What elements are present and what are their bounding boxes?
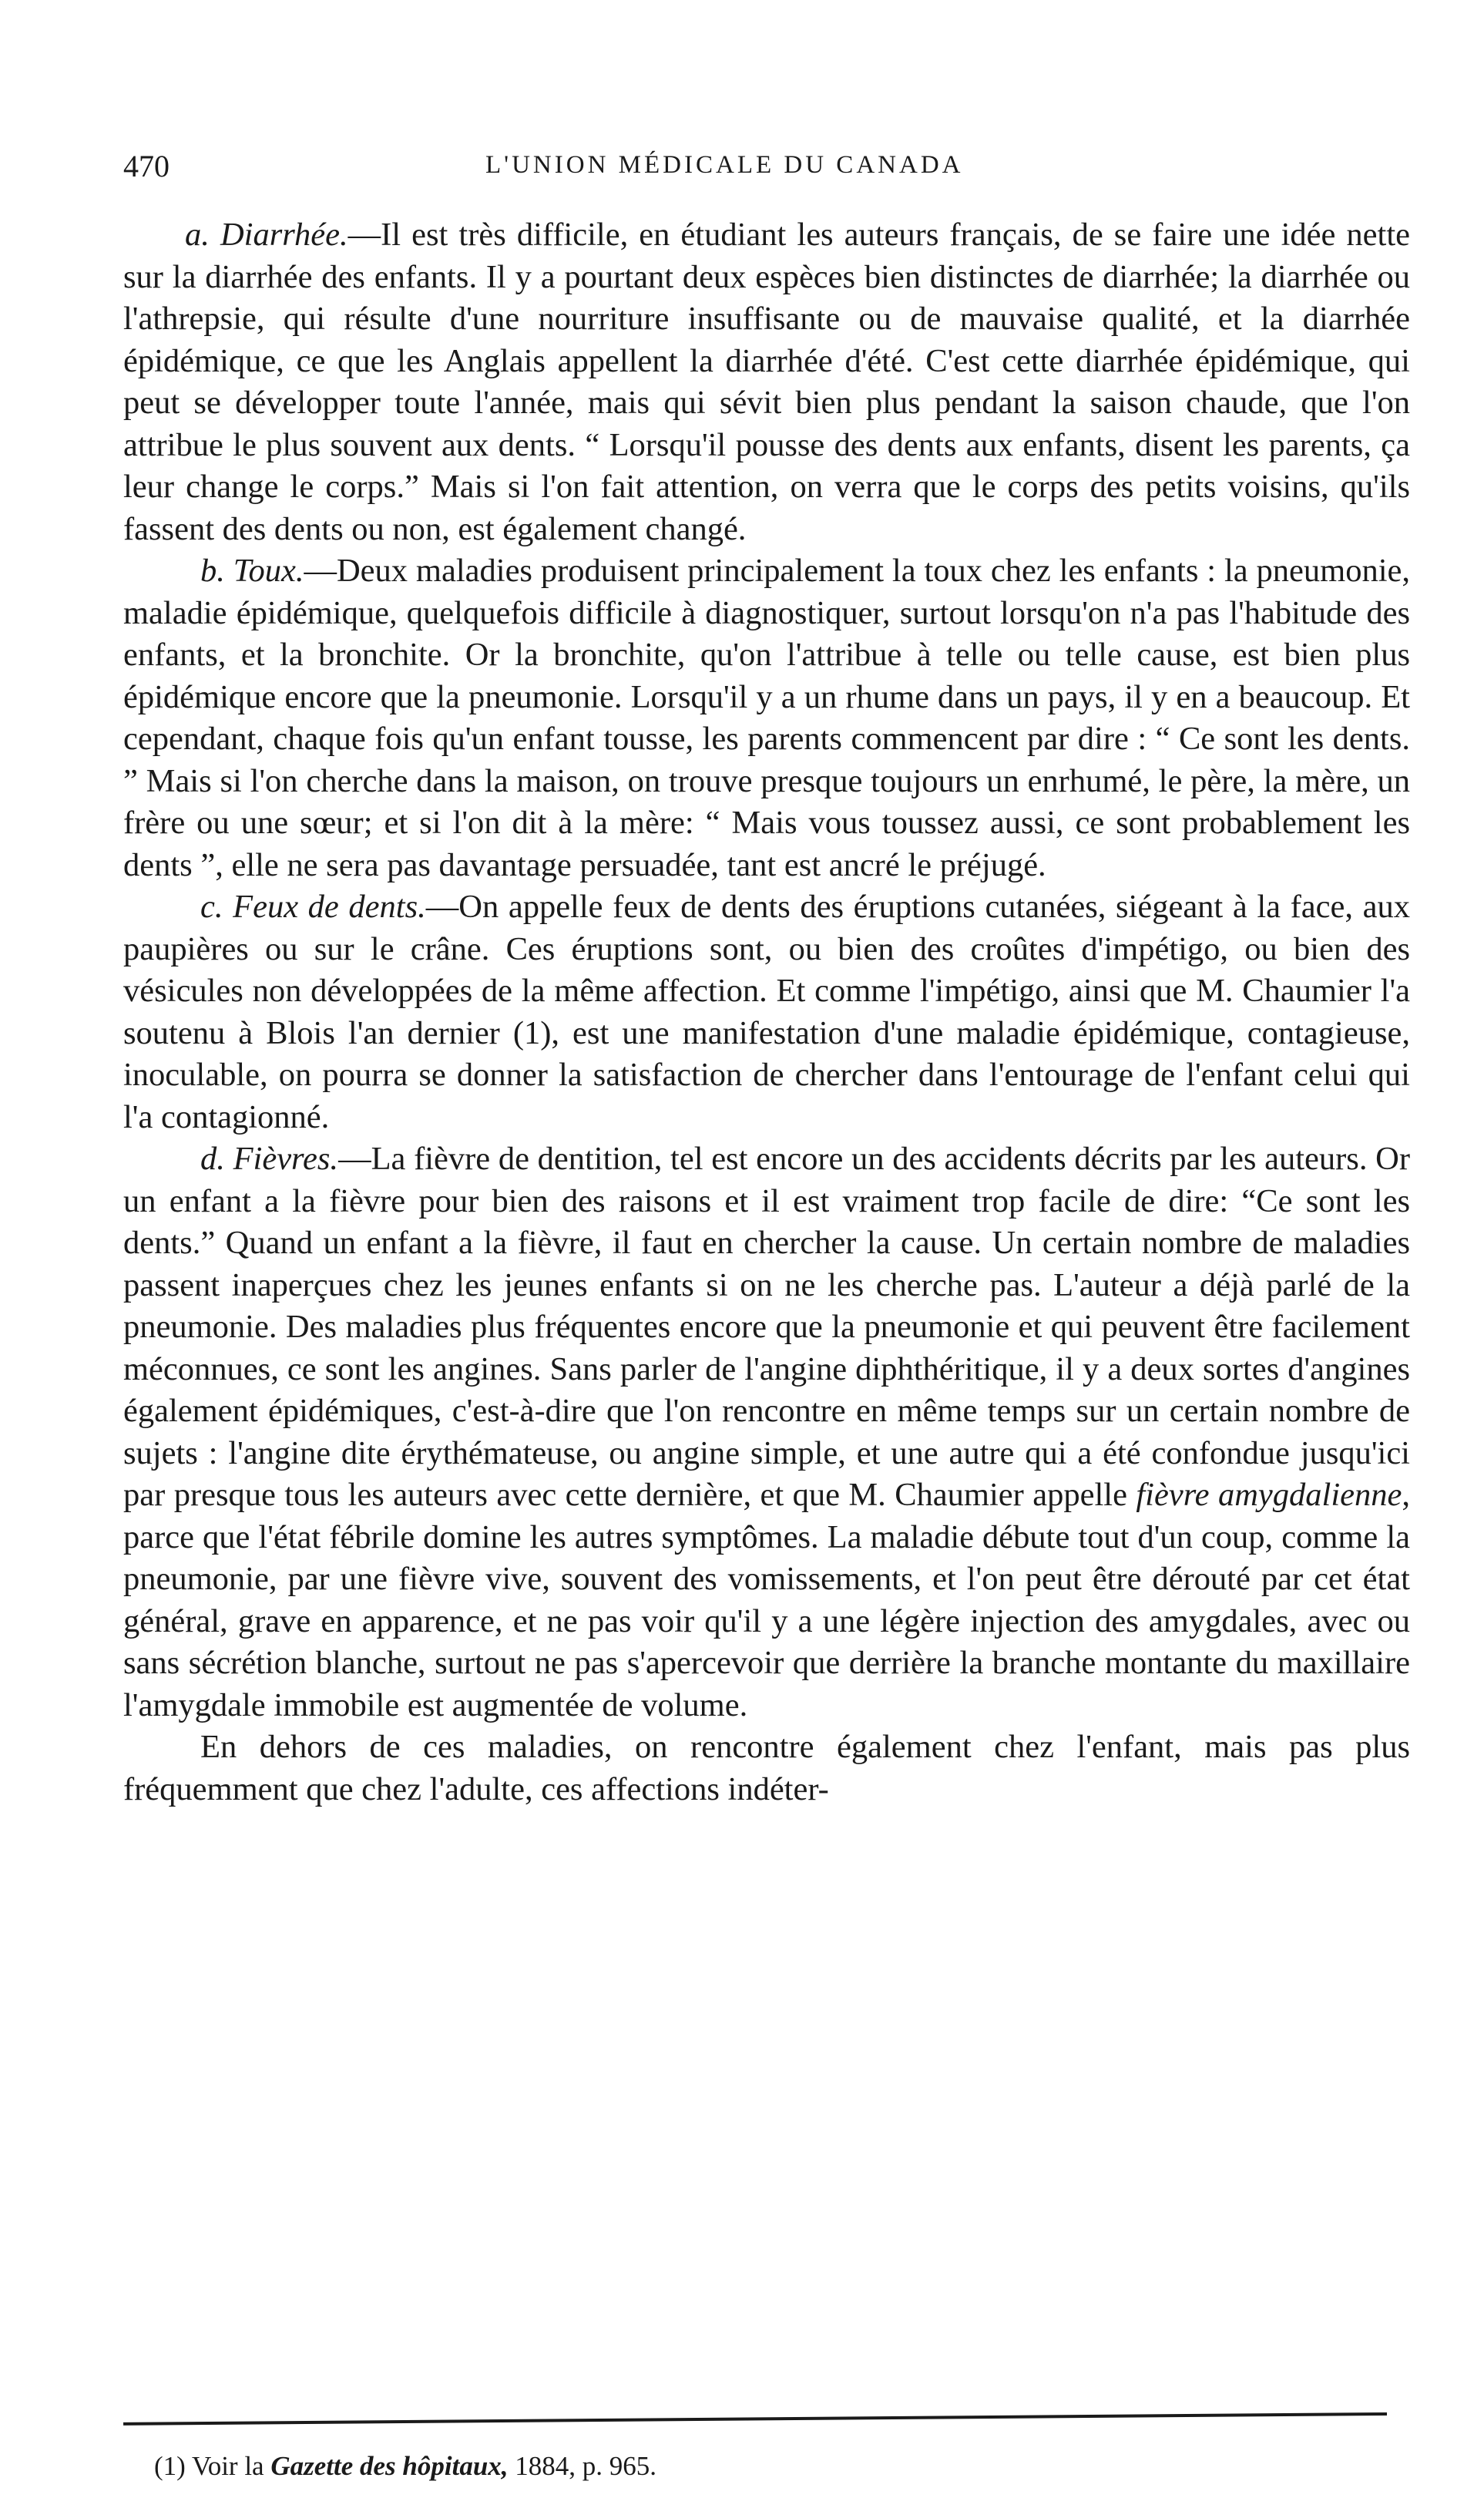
- section-title: Fièvres.: [233, 1141, 339, 1177]
- section-text-after: , parce que l'état fébrile domine les autres symptômes. La maladie débute tout d'un coup, comme la pneumonie, par une fièvre vive, souvent des vomissements, et l'on peut être dérouté par cet état général, grave en apparence, et ne pas voir qu'il y a une légère injection des amygdales, avec ou sans sécrétion blanche, surtout ne pas s'apercevoir que derrière la branche montante du maxillaire l'amygdale immobile est augmentée de volume.: [123, 1477, 1410, 1723]
- section-text-before: —La fièvre de dentition, tel est encore un des accidents décrits par les auteurs. Or un enfant a la fièvre pour bien des raisons et il est vraiment trop facile de dire: “Ce sont les dents.” Quand un enfant a la fièvre, il faut en chercher la cause. Un certain nombre de maladies passent inaperçues chez les jeunes enfants si on ne les cherche pas. L'auteur a déjà parlé de la pneumonie. Des maladies plus fréquentes encore que la pneumonie et qui peuvent être facilement méconnues, ce sont les angines. Sans parler de l'angine diphthéritique, il y a deux sortes d'angines également épidémiques, c'est-à-dire que l'on rencontre en même temps sur un certain nombre de sujets : l'angine dite érythémateuse, ou angine simple, et une autre qui a été confondue jusqu'ici par presque tous les auteurs avec cette dernière, et que M. Chaumier appelle: [123, 1141, 1411, 1513]
- running-head: [123, 148, 1402, 194]
- body-text: [123, 214, 1410, 1810]
- section-fievres: [123, 1138, 1410, 1726]
- footnote-rule: [123, 2412, 1387, 2426]
- section-text: —Il est très difficile, en étudiant les auteurs français, de se faire une idée nette sur la diarrhée des enfants. Il y a pourtant deux espèces bien distinctes de diarrhée; la diarrhée ou l'athrepsie, qui résulte d'une nourriture insuffisante ou de mauvaise qualité, et la diarrhée épidémique, ce que les Anglais appellent la diarrhée d'été. C'est cette diarrhée épidémique, qui peut se développer toute l'année, mais qui sévit bien plus pendant la saison chaude, que l'on attribue le plus souvent aux dents. “ Lorsqu'il pousse des dents aux enfants, disent les parents, ça leur change le corps.” Mais si l'on fait attention, on verra que le corps des petits voisins, qu'ils fassent des dents ou non, est également changé.: [123, 217, 1411, 547]
- section-title: Diarrhée.: [220, 217, 348, 253]
- closing-paragraph: En dehors de ces maladies, on rencontre également chez l'enfant, mais pas plus fréquemment que chez l'adulte, ces affections indéter-: [123, 1729, 1410, 1807]
- section-marker: c.: [200, 889, 223, 925]
- footnote: [154, 2451, 656, 2482]
- emphasized-term: fièvre amygdalienne: [1136, 1477, 1402, 1513]
- section-text: —Deux maladies produisent principalement la toux chez les enfants : la pneumonie, maladie épidémique, quelquefois difficile à diagnostiquer, surtout lorsqu'on n'a pas l'habitude des enfants, et la bronchite. Or la bronchite, qu'on l'attribue à telle ou telle cause, est bien plus épidémique encore que la pneumonie. Lorsqu'il y a un rhume dans un pays, il y en a beaucoup. Et cependant, chaque fois qu'un enfant tousse, les parents commencent par dire : “ Ce sont les dents. ” Mais si l'on cherche dans la maison, on trouve presque toujours un enrhumé, le père, la mère, un frère ou une sœur; et si l'on dit à la mère: “ Mais vous toussez aussi, ce sont probablement les dents ”, elle ne sera pas davantage persuadée, tant est ancré le préjugé.: [123, 553, 1410, 883]
- journal-title: L'UNION MÉDICALE DU CANADA: [485, 151, 964, 179]
- section-title: Feux de dents.: [233, 889, 426, 925]
- section-marker: d.: [200, 1141, 225, 1177]
- section-feux-de-dents: [123, 886, 1410, 1138]
- footnote-suffix: 1884, p. 965.: [515, 2451, 657, 2481]
- section-diarrhee: [123, 214, 1410, 550]
- footnote-source: Gazette des hôpitaux,: [270, 2451, 509, 2481]
- section-toux: [123, 550, 1410, 886]
- footnote-marker: (1): [154, 2451, 186, 2481]
- section-title: Toux.: [233, 553, 304, 589]
- section-marker: b.: [200, 553, 225, 589]
- page-number: 470: [123, 149, 170, 183]
- footnote-prefix: Voir la: [191, 2451, 264, 2481]
- section-marker: a.: [185, 217, 210, 253]
- section-text: —On appelle feux de dents des éruptions cutanées, siégeant à la face, aux paupières ou sur le crâne. Ces éruptions sont, ou bien des croûtes d'impétigo, ou bien des vésicules non développées de la même affection. Et comme l'impétigo, ainsi que M. Chaumier l'a soutenu à Blois l'an dernier (1), est une manifestation d'une maladie épidémique, contagieuse, inoculable, on pourra se donner la satisfaction de chercher dans l'entourage de l'enfant celui qui l'a contagionné.: [123, 889, 1410, 1135]
